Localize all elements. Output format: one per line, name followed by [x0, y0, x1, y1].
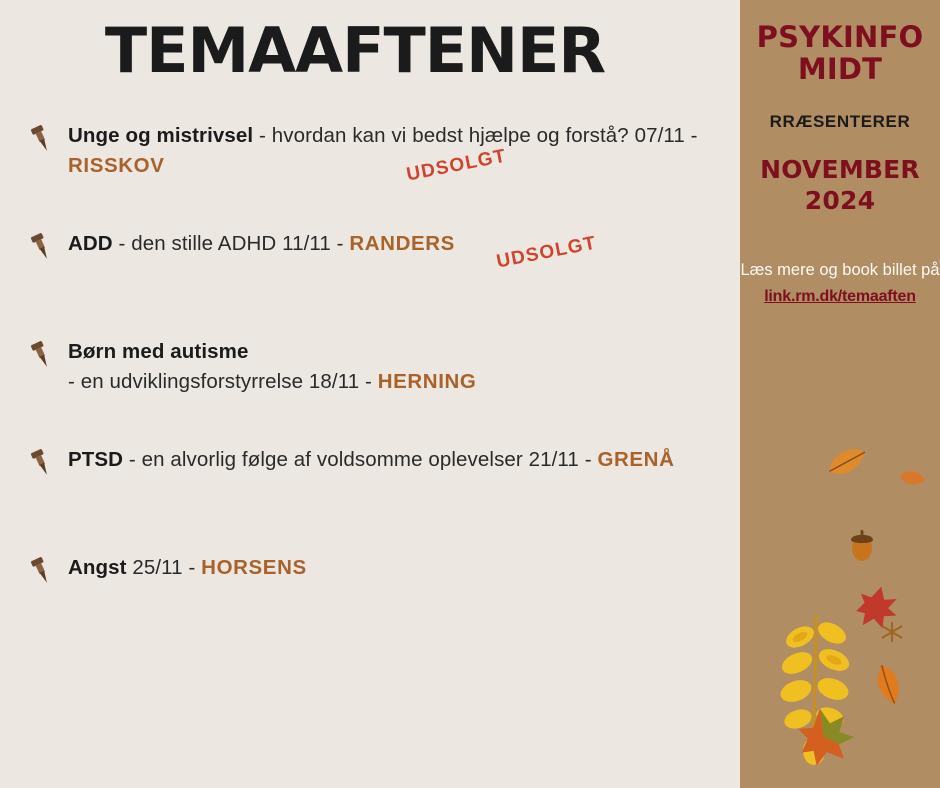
event-title: Unge og mistrivsel [68, 124, 254, 148]
list-item [26, 445, 740, 515]
pushpin-icon [26, 555, 56, 585]
booking-info: Læs mere og book billet på [740, 261, 940, 280]
event-location: GRENÅ [597, 448, 675, 472]
event-text [68, 337, 740, 396]
event-text [68, 229, 740, 259]
list-item [26, 337, 740, 407]
year-label: 2024 [804, 186, 876, 216]
list-item [26, 229, 740, 299]
pushpin-icon [26, 123, 56, 153]
event-text [68, 121, 740, 180]
status-badge: UDSOLGT [494, 232, 599, 273]
brand-name [740, 22, 940, 86]
event-location: RANDERS [349, 232, 455, 256]
event-title: ADD [68, 232, 113, 256]
month-year [740, 154, 940, 217]
event-detail: - en udviklingsforstyrrelse 18/11 - [68, 369, 378, 393]
brand-line-2: MIDT [797, 51, 883, 86]
brand-line-1: PSYKINFO [756, 20, 924, 54]
event-location: HORSENS [201, 556, 307, 580]
event-title: PTSD [68, 448, 124, 472]
event-title: Angst [68, 556, 127, 580]
event-text [68, 445, 740, 475]
presents-label: RRÆSENTERER [769, 111, 911, 131]
month-label: NOVEMBER [760, 154, 920, 184]
pushpin-icon [26, 339, 56, 369]
event-detail: - den stille ADHD 11/11 - [112, 232, 350, 256]
event-detail: - hvordan kan vi bedst hjælpe og forstå? 07/11 - [253, 124, 698, 148]
pushpin-icon [26, 447, 56, 477]
pushpin-icon [26, 231, 56, 261]
event-text [68, 553, 740, 583]
sidebar [740, 0, 940, 788]
event-list [0, 121, 740, 623]
event-location: HERNING [377, 369, 477, 393]
status-badge: UDSOLGT [404, 145, 509, 186]
booking-link[interactable]: link.rm.dk/temaaften [764, 288, 916, 306]
event-detail: 25/11 - [126, 556, 202, 580]
event-title: Børn med autisme [68, 340, 249, 364]
autumn-leaves-decoration [740, 440, 940, 788]
list-item [26, 121, 740, 191]
list-item [26, 553, 740, 623]
event-detail: - en alvorlig følge af voldsomme oplevelser 21/11 - [123, 448, 598, 472]
event-location: RISSKOV [68, 153, 165, 177]
page-title: TEMAAFTENER [104, 14, 606, 87]
